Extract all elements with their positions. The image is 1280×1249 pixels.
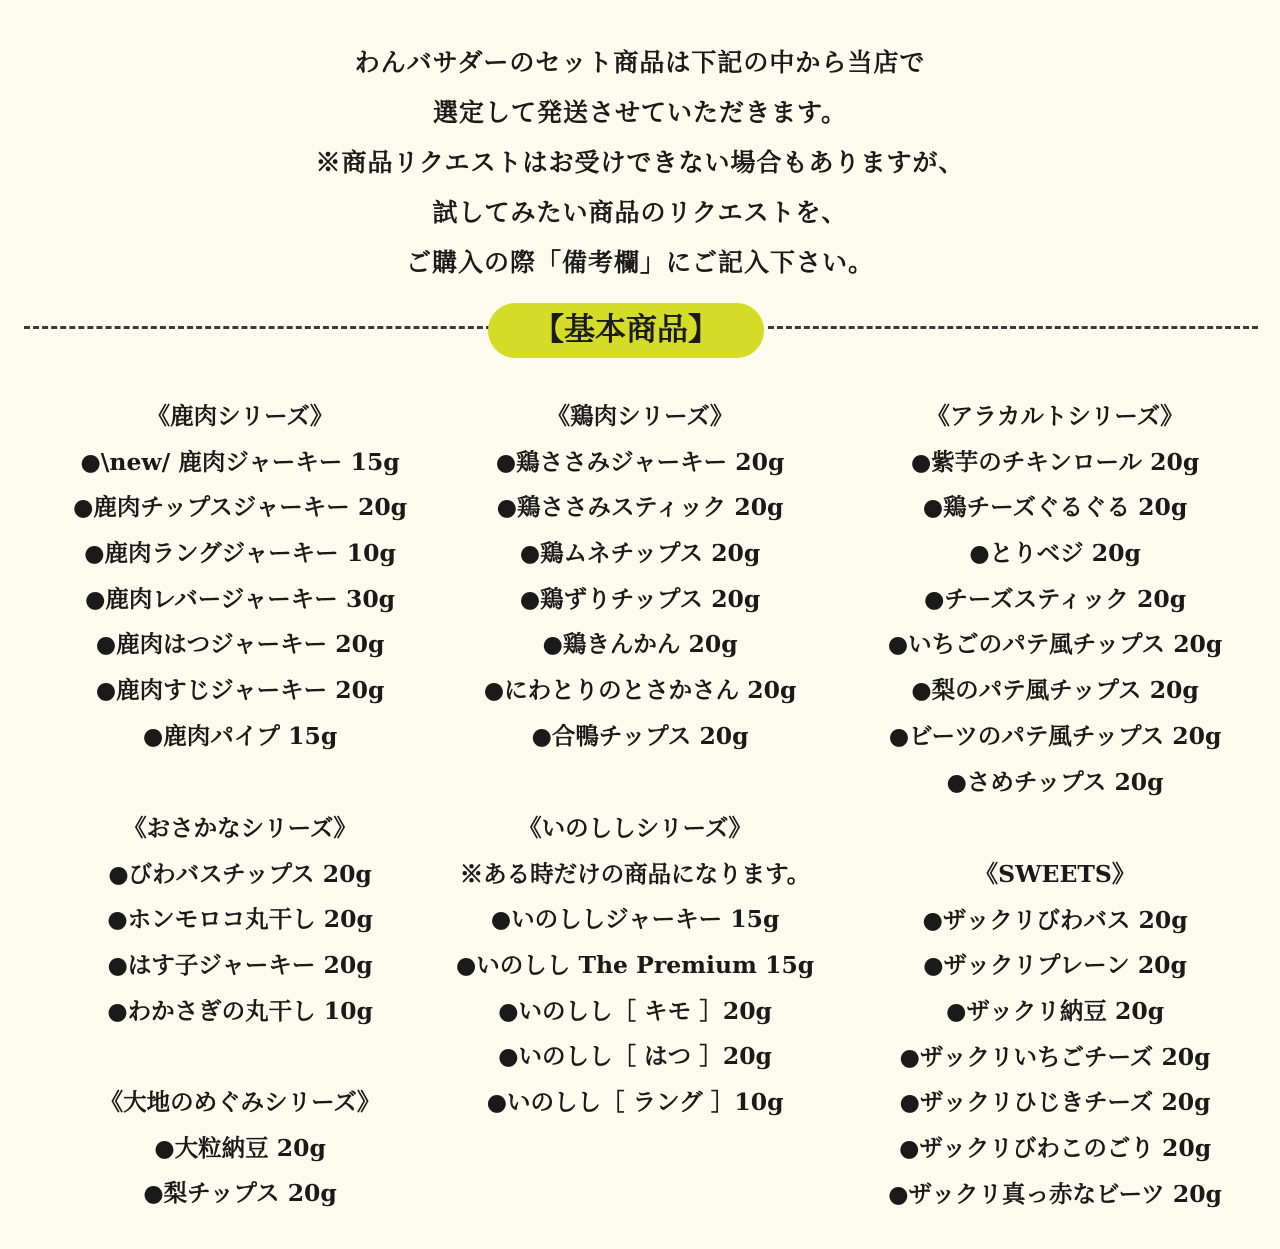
product-item: ●さめチップス 20g [946,767,1164,796]
product-item: ●梨のパテ風チップス 20g [911,676,1199,705]
product-item: ●ビーツのパテ風チップス 20g [888,721,1222,750]
product-item: ●チーズスティック 20g [923,584,1187,613]
intro-text [0,38,1280,288]
product-item: ●梨チップス 20g [143,1179,337,1208]
product-item: ●鶏ずりチップス 20g [519,584,761,613]
series-title: 《アラカルトシリーズ》 [926,402,1184,430]
series-note: ※ある時だけの商品になります。 [459,859,811,888]
product-item: ●いのしし The Premium 15g [455,951,815,980]
product-item: ●びわバスチップス 20g [108,859,372,888]
product-item: ●鹿肉チップスジャーキー 20g [72,493,408,522]
series-title: 《SWEETS》 [974,860,1136,888]
product-item: ●いのししジャーキー 15g [490,905,780,934]
series-title: 《大地のめぐみシリーズ》 [99,1088,381,1116]
intro-line: 試してみたい商品のリクエストを、 [432,198,848,227]
product-item: ●鹿肉レバージャーキー 30g [84,584,396,613]
product-item: ●鶏きんかん 20g [542,630,738,659]
product-item: ●合鴨チップス 20g [531,721,749,750]
product-item: ●ホンモロコ丸干し 20g [107,905,373,934]
alacarte-series [850,394,1260,805]
chicken-series [440,394,840,760]
product-item: ●いのしし［ キモ ］20g [497,996,772,1025]
product-item: ●ザックリプレーン 20g [923,951,1187,980]
dashed-divider-left [24,326,492,329]
product-item: ●いちごのパテ風チップス 20g [887,630,1223,659]
product-item: ●ザックリびわこのごり 20g [898,1134,1212,1163]
product-item: ●ザックリ真っ赤なビーツ 20g [888,1179,1222,1208]
product-item: ●鶏ささみスティック 20g [496,493,784,522]
product-item: ●紫芋のチキンロール 20g [910,447,1200,476]
product-item: ●とりベジ 20g [969,539,1141,568]
earth-series [40,1080,440,1217]
product-item: ●ザックリひじきチーズ 20g [899,1088,1211,1117]
product-item: ●鶏ムネチップス 20g [519,539,761,568]
series-title: 《鹿肉シリーズ》 [146,402,334,430]
product-item: ●大粒納豆 20g [154,1133,326,1162]
series-title: 《おさかなシリーズ》 [123,814,357,842]
series-title: 《いのししシリーズ》 [518,814,752,842]
boar-series [430,806,840,1126]
product-item: ●鹿肉はつジャーキー 20g [95,630,385,659]
dashed-divider-right [768,326,1258,329]
sweets-series [850,852,1260,1218]
product-item: ●ザックリいちごチーズ 20g [899,1042,1211,1071]
product-item: ●わかさぎの丸干し 10g [107,996,373,1025]
product-item: ●鹿肉すじジャーキー 20g [95,676,385,705]
product-item: ●はす子ジャーキー 20g [107,951,373,980]
product-item: ●ザックリびわバス 20g [922,905,1188,934]
intro-line: ご購入の際「備考欄」にご記入下さい。 [405,248,874,277]
product-item: ●鹿肉パイプ 15g [142,721,338,750]
venison-series [40,394,440,760]
product-item: ●\new/ 鹿肉ジャーキー 15g [80,447,400,476]
product-item: ●いのしし［ はつ ］20g [497,1042,772,1071]
section-title-badge: 【基本商品】 [488,303,764,358]
product-item: ●鶏チーズぐるぐる 20g [922,493,1188,522]
intro-line: 選定して発送させていただきます。 [432,98,847,127]
series-title: 《鶏肉シリーズ》 [546,402,734,430]
intro-line: わんバサダーのセット商品は下記の中から当店で [354,48,926,77]
product-item: ●いのしし［ ラング ］10g [486,1088,784,1117]
fish-series [40,806,440,1034]
intro-line: ※商品リクエストはお受けできない場合もありますが、 [315,148,965,177]
product-item: ●にわとりのとさかさん 20g [483,676,797,705]
product-item: ●ザックリ納豆 20g [945,997,1165,1026]
product-item: ●鶏ささみジャーキー 20g [495,447,785,476]
product-item: ●鹿肉ラングジャーキー 10g [84,539,396,568]
